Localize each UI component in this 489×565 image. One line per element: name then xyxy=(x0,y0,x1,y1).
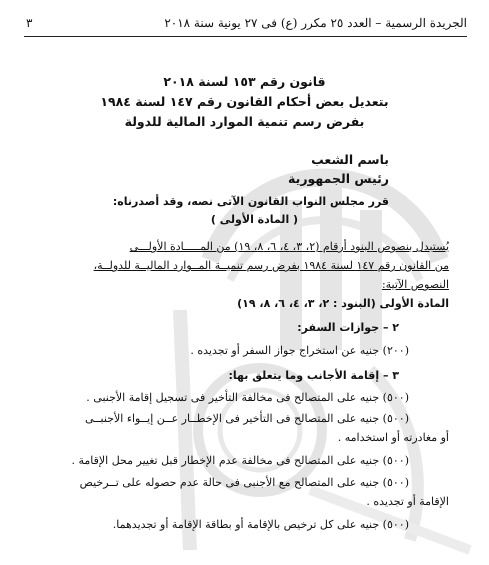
president-title: رئيس الجمهورية xyxy=(288,171,389,186)
article-text-line: النصوص الآتية: xyxy=(381,278,449,291)
residency-item-continued: أو مغادرته أو استخدامه . xyxy=(337,431,449,444)
section-passports xyxy=(30,318,399,337)
residency-item: (٥٠٠) جنيه على المتصالح مع الأجنبى فى حالة عدم حصوله على تــرخيص xyxy=(79,476,409,489)
article-text-line: يُستبدل بنصوص البنود أرقام (٢، ٣، ٤، ٦، ٨، ١٩) من المـــــادة الأولـــى xyxy=(129,240,449,253)
section-heading: ٢ – جوازات السفر: xyxy=(297,321,399,334)
first-article-heading: ( المادة الأولى ) xyxy=(210,213,299,226)
residency-item: (٥٠٠) جنيه على كل ترخيص بالإقامة أو بطاقة الإقامة أو تجديدهما. xyxy=(112,518,409,531)
section-passports-item: (٢٠٠) جنيه عن استخراج جواز السفر أو تجديده . xyxy=(190,344,409,357)
law-amendment-title: بتعديل بعض أحكام القانون رقم ١٤٧ لسنة ١٩٨٤ xyxy=(100,94,389,109)
article-text-line: من القانون رقم ١٤٧ لسنة ١٩٨٤ بفرض رسم تنميــة المــوارد الماليــة للدولــة، xyxy=(93,259,449,272)
running-header xyxy=(24,14,467,32)
preamble xyxy=(30,150,389,188)
residency-item: (٥٠٠) جنيه على المتصالح فى مخالفة عدم الإخطار قبل تغيير محل الإقامة . xyxy=(71,454,409,467)
article-one-text xyxy=(30,237,449,294)
law-subject-title: بفرض رسم تنمية الموارد المالية للدولة xyxy=(124,114,365,129)
section-residency-heading xyxy=(30,366,399,385)
residency-item-continued: الإقامة أو تجديده . xyxy=(366,495,449,508)
items-heading: المادة الأولى (البنود : ٢، ٣، ٤، ٦، ٨، ١٩) xyxy=(237,297,449,310)
header-rule xyxy=(24,36,467,37)
residency-item: (٥٠٠) جنيه على المتصالح فى التأخير فى الإخطــار عــن إيــواء الأجنبــى xyxy=(84,412,409,425)
in-name-of-people: باسم الشعب xyxy=(311,152,389,167)
page-number: ٣ xyxy=(26,16,33,30)
decree-line: قرر مجلس النواب القانون الآتى نصه، وقد أصدرناه: xyxy=(112,195,389,208)
law-title-block xyxy=(24,72,465,132)
publication-info: الجريدة الرسمية – العدد ٢٥ مكرر (ع) فى ٢٧ يونية سنة ٢٠١٨ xyxy=(164,16,467,30)
residency-item: (٥٠٠) جنيه على المتصالح فى مخالفة التأخير فى تسجيل إقامة الأجنبى . xyxy=(86,391,409,404)
law-number-title: قانون رقم ١٥٣ لسنة ٢٠١٨ xyxy=(163,74,326,89)
section-heading: ٣ – إقامة الأجانب وما يتعلق بها: xyxy=(228,369,399,382)
